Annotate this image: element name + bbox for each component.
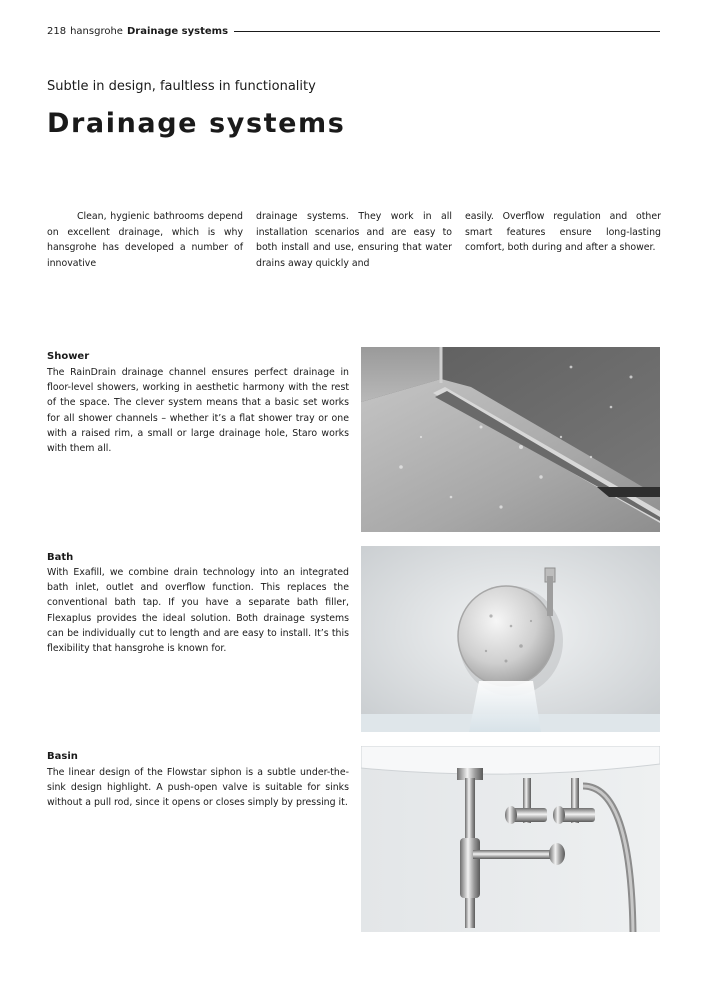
intro-column-2: drainage systems. They work in all installation scenarios and are easy to both install and use, ensuring that water drains away quickly and	[256, 211, 452, 269]
shower-drain-photo	[361, 347, 660, 532]
bath-heading: Bath	[47, 552, 74, 563]
basin-siphon-photo	[361, 746, 660, 932]
intro-column-3: easily. Overflow regulation and other smart features ensure long-lasting comfort, both during and after a shower.	[465, 211, 661, 253]
page-title: Drainage systems	[47, 108, 346, 139]
shower-heading: Shower	[47, 351, 90, 362]
page-number: 218	[47, 25, 67, 37]
section-name: Drainage systems	[126, 25, 229, 37]
brand-name: hansgrohe	[70, 25, 123, 37]
page-subtitle: Subtle in design, faultless in functionality	[47, 79, 316, 94]
basin-text: The linear design of the Flowstar siphon is a subtle under-the-sink design highlight. A push-open valve is suitable for sinks without a pull rod, since it opens or closes simply by pressing it.	[47, 767, 349, 809]
basin-heading: Basin	[47, 751, 78, 762]
page-header	[47, 24, 660, 38]
header-rule	[234, 31, 660, 32]
bath-filler-photo	[361, 546, 660, 732]
intro-column-1: Clean, hygienic bathrooms depend on excellent drainage, which is why hansgrohe has developed a number of innovative	[47, 211, 243, 269]
bath-text: With Exafill, we combine drain technology into an integrated bath inlet, outlet and overflow function. This replaces the conventional bath tap. If you have a separate bath filler, Flexaplus provides the ideal solution. Both drainage systems can be individually cut to length and are easy to install. It’s this flexibility that hansgrohe is known for.	[47, 567, 349, 655]
shower-text: The RainDrain drainage channel ensures perfect drainage in floor-level showers, working in aesthetic harmony with the rest of the space. The clever system means that a basic set works for all shower channels – whether it’s a flat shower tray or one with a raised rim, a small or large drainage hole, Staro works with them all.	[47, 367, 349, 455]
